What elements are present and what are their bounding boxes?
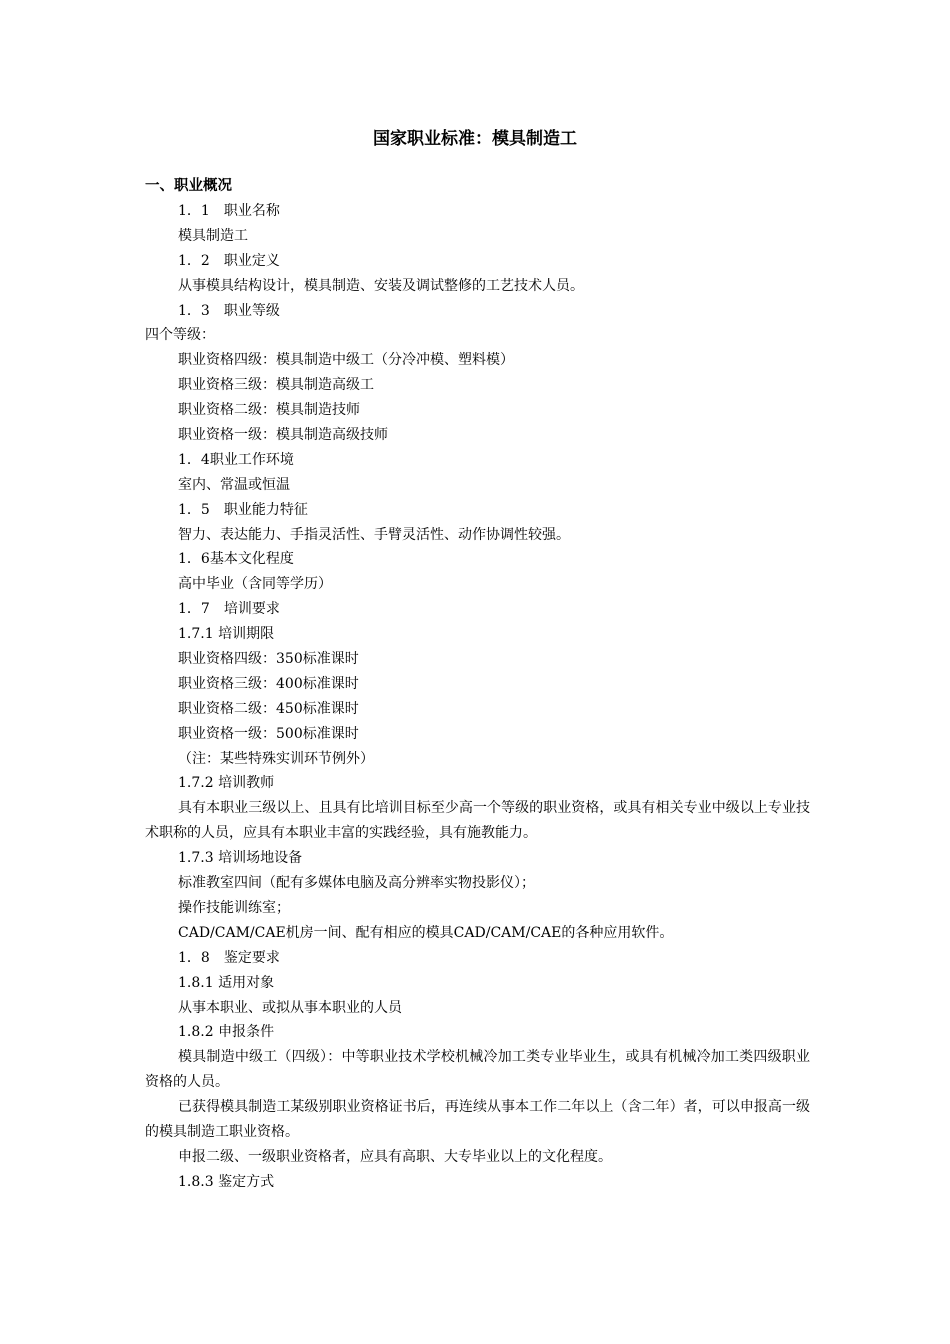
body-line: 职业资格三级：模具制造高级工 — [178, 377, 374, 394]
body-line: 智力、表达能力、手指灵活性、手臂灵活性、动作协调性较强。 — [178, 526, 570, 543]
subsection-heading: 1.7.1 培训期限 — [178, 626, 275, 643]
subsection-heading: 1．3 职业等级 — [178, 302, 280, 319]
body-paragraph: 模具制造中级工（四级）：中等职业技术学校机械冷加工类专业毕业生，或具有机械冷加工类四级职业资格的人员。 — [145, 1049, 810, 1091]
body-line: 从事模具结构设计，模具制造、安装及调试整修的工艺技术人员。 — [178, 277, 584, 294]
subsection-heading: 1．1 职业名称 — [178, 203, 280, 219]
subsection-heading: 1.8.2 申报条件 — [178, 1024, 275, 1041]
subsection-heading: 1.8.3 鉴定方式 — [178, 1173, 275, 1190]
subsection-heading: 1．2 职业定义 — [178, 252, 280, 269]
subsection-heading: 1．8 鉴定要求 — [178, 949, 280, 966]
body-line: 职业资格四级：模具制造中级工（分冷冲模、塑料模） — [178, 352, 514, 369]
subsection-heading: 1．6基本文化程度 — [178, 551, 294, 568]
body-line: 模具制造工 — [178, 227, 248, 244]
note-line: （注：某些特殊实训环节例外） — [178, 750, 374, 767]
body-line: 高中毕业（含同等学历） — [178, 576, 332, 593]
body-line: 职业资格一级：500标准课时 — [178, 725, 359, 742]
body-paragraph: 申报二级、一级职业资格者，应具有高职、大专毕业以上的文化程度。 — [178, 1148, 612, 1165]
body-line: 职业资格二级：450标准课时 — [178, 700, 359, 717]
body-paragraph: 已获得模具制造工某级别职业资格证书后，再连续从事本工作二年以上（含二年）者，可以申报高一级的模具制造工职业资格。 — [145, 1099, 810, 1141]
subsection-heading: 1.7.2 培训教师 — [178, 775, 275, 792]
subsection-heading: 1．7 培训要求 — [178, 601, 280, 618]
body-line: 四个等级： — [145, 327, 215, 344]
subsection-heading: 1.7.3 培训场地设备 — [178, 850, 303, 867]
section-heading: 一、职业概况 — [145, 178, 232, 194]
body-paragraph: 具有本职业三级以上、且具有比培训目标至少高一个等级的职业资格，或具有相关专业中级以上专业技术职称的人员，应具有本职业丰富的实践经验，具有施教能力。 — [145, 800, 810, 842]
subsection-heading: 1．4职业工作环境 — [178, 451, 294, 468]
body-line: 职业资格一级：模具制造高级技师 — [178, 427, 388, 444]
subsection-heading: 1．5 职业能力特征 — [178, 501, 308, 518]
body-line: 从事本职业、或拟从事本职业的人员 — [178, 999, 402, 1016]
body-line: 操作技能训练室； — [178, 899, 290, 916]
body-line: 职业资格三级：400标准课时 — [178, 675, 359, 692]
body-line: 职业资格四级：350标准课时 — [178, 651, 359, 668]
body-line: CAD/CAM/CAE机房一间、配有相应的模具CAD/CAM/CAE的各种应用软件。 — [178, 924, 674, 941]
subsection-heading: 1.8.1 适用对象 — [178, 974, 275, 991]
body-line: 标准教室四间（配有多媒体电脑及高分辨率实物投影仪）； — [178, 875, 535, 892]
body-line: 室内、常温或恒温 — [178, 476, 290, 493]
document-title: 国家职业标准：模具制造工 — [373, 129, 577, 149]
document-body — [145, 174, 810, 1195]
body-line: 职业资格二级：模具制造技师 — [178, 402, 360, 419]
